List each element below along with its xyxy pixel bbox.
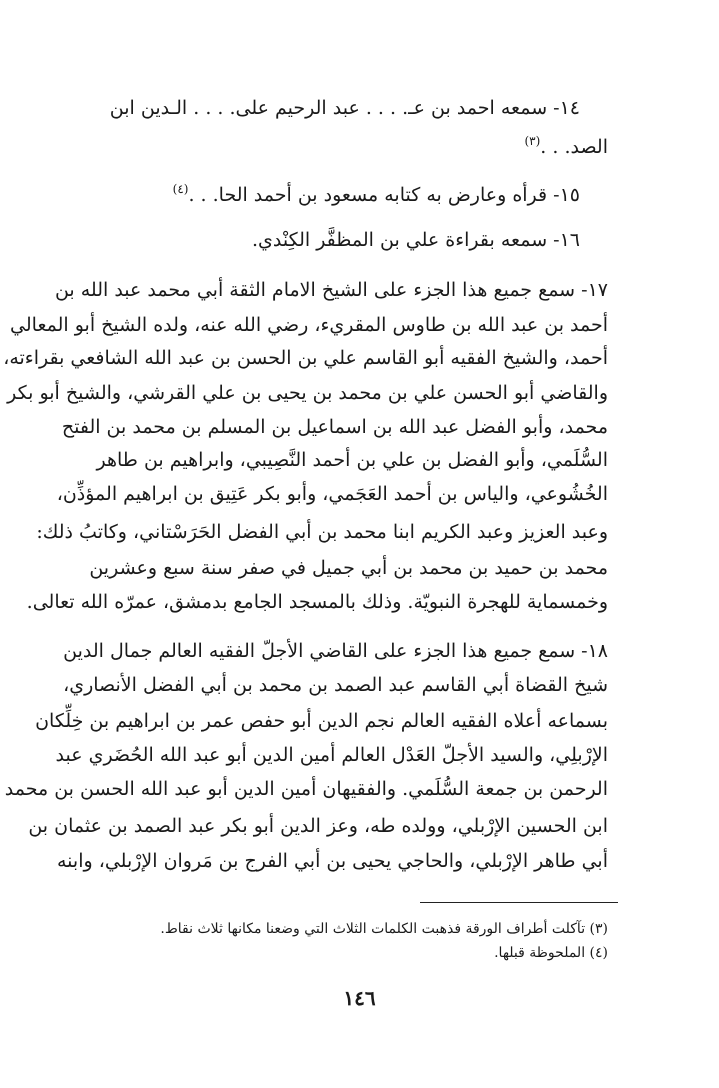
entry-14-text-end: الصد. . . — [540, 136, 608, 158]
entry-17-line: وخمسماية للهجرة النبويّة. وذلك بالمسجد الجامع بدمشق، عمرّه الله تعالى. — [26, 591, 608, 613]
entry-18-line: الإرْبلِي، والسيد الأجلّ العَدْل العالم أمين الدين أبو عبد الله الحُضَري عبد — [55, 744, 608, 766]
entry-14-line-1: ١٤- سمعه احمد بن عـ. . . . عبد الرحيم على. . . . الـدين ابن — [109, 97, 580, 119]
entry-17-line: محمد، وأبو الفضل عبد الله بن اسماعيل بن المسلم بن محمد بن الفتح — [61, 416, 608, 438]
entry-17-line: ١٧- سمع جميع هذا الجزء على الشيخ الامام الثقة أبي محمد عبد الله بن — [54, 279, 608, 301]
entry-17-line: والقاضي أبو الحسن علي بن محمد بن يحيى بن علي القرشي، والشيخ أبو بكر — [7, 382, 608, 404]
entry-18-line: أبي طاهر الإرْبلي، والحاجي يحيى بن أبي الفرج بن مَروان الإرْبلي، وابنه — [57, 850, 608, 872]
entry-18-line: ابن الحسين الإرْبلي، وولده طه، وعز الدين أبو بكر عبد الصمد بن عثمان بن — [28, 815, 608, 837]
page-number: ١٤٦ — [343, 986, 376, 1010]
entry-18-line: بسماعه أعلاه الفقيه العالم نجم الدين أبو حفص عمر بن ابراهيم بن خِلِّكان — [35, 710, 608, 732]
entry-17-line: وعبد العزيز وعبد الكريم ابنا محمد بن أبي الفضل الحَرَسْتاني، وكاتبُ ذلك: — [36, 521, 608, 543]
footnote-separator — [420, 902, 618, 903]
entry-17-line: السُّلَمي، وأبو الفضل بن علي بن أحمد النَّصِيبي، وابراهيم بن طاهر — [96, 449, 608, 471]
entry-15-text: ١٥- قرأه وعارض به كتابه مسعود بن أحمد الحا. . . — [188, 184, 580, 206]
entry-17-line: الخُشُوعي، والياس بن أحمد العَجَمي، وأبو بكر عَتِيق بن ابراهيم المؤذِّن، — [56, 483, 608, 505]
entry-14-line-2 — [106, 129, 608, 159]
entry-16-line: ١٦- سمعه بقراءة علي بن المظفَّر الكِنْدي. — [251, 229, 580, 251]
footnote-3: (٣) تآكلت أطراف الورقة فذهبت الكلمات الثلاث التي وضعنا مكانها ثلاث نقاط. — [160, 921, 608, 937]
entry-17-line: أحمد، والشيخ الفقيه أبو القاسم علي بن الحسن بن عبد الله الشافعي بقراءته، — [3, 347, 608, 369]
entry-17-line: محمد بن حميد بن محمد بن أبي جميل في صفر سنة سبع وعشرين — [89, 557, 608, 579]
entry-18-line: الرحمن بن جمعة السُّلَمي. والفقيهان أمين الدين أبو عبد الله الحسن بن محمد — [4, 778, 608, 800]
footnote-4: (٤) الملحوظة قبلها. — [494, 945, 608, 961]
entry-18-line: ١٨- سمع جميع هذا الجزء على القاضي الأجلّ الفقيه العالم جمال الدين — [63, 640, 608, 662]
footnote-ref-4: (٤) — [172, 182, 189, 196]
entry-15-line — [110, 177, 580, 207]
footnote-ref-3: (٣) — [524, 134, 541, 148]
entry-17-line: أحمد بن عبد الله بن طاوس المقريء، رضي الله عنه، ولده الشيخ أبو المعالي — [10, 314, 608, 336]
entry-18-line: شيخ القضاة أبي القاسم عبد الصمد بن محمد بن أبي الفضل الأنصاري، — [63, 674, 608, 696]
